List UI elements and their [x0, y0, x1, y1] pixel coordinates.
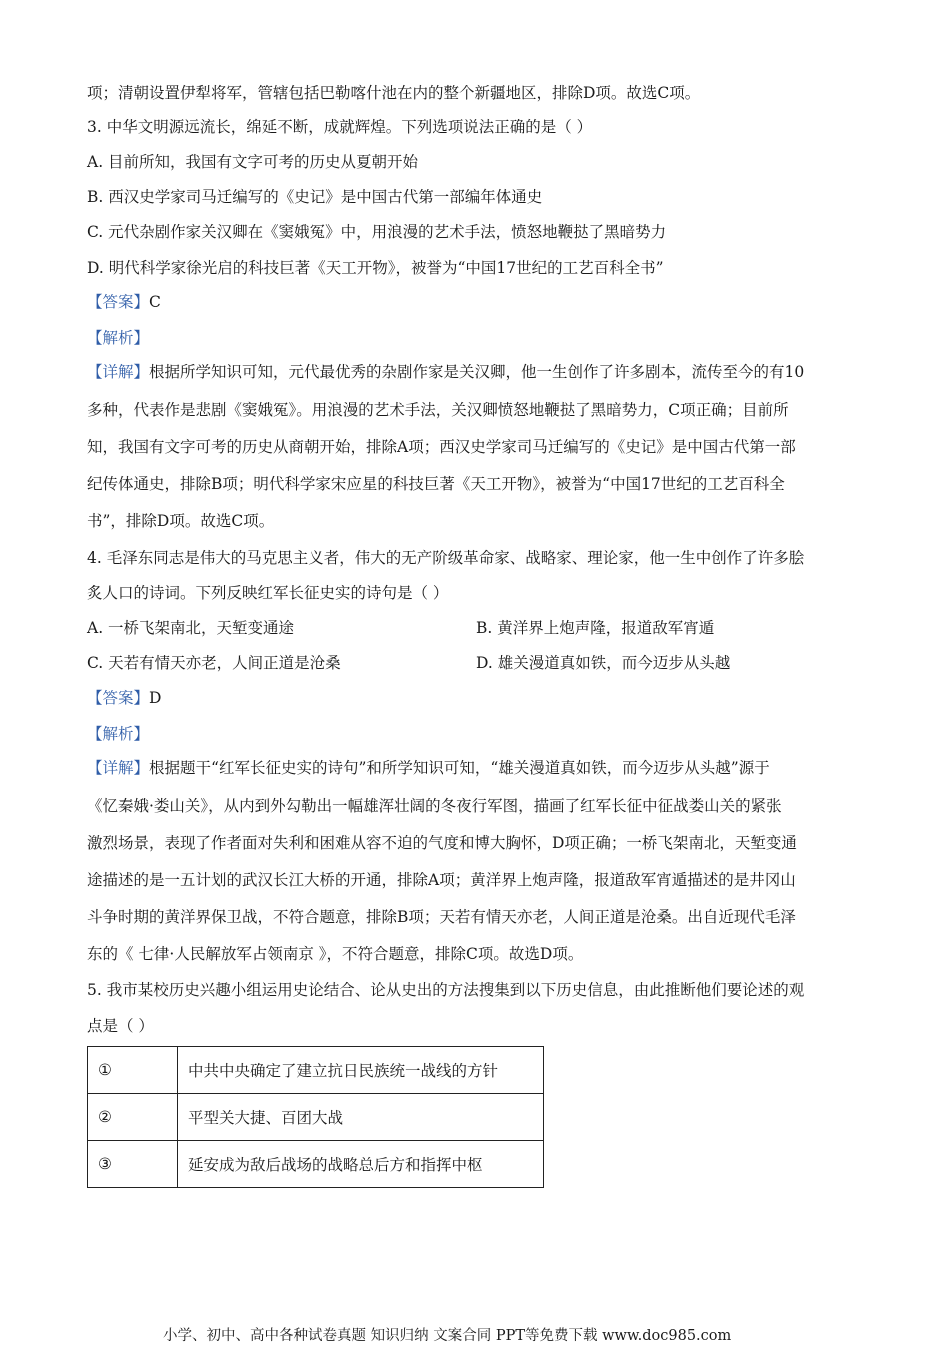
q3-detail-line-3: 知，我国有文字可考的历史从商朝开始，排除A项；西汉史学家司马迁编写的《史记》是中国古代第一部 — [87, 438, 796, 456]
table-cell-number: ② — [88, 1094, 178, 1141]
q4-option-a: A. 一桥飞架南北，天堑变通途 — [87, 619, 295, 637]
table-row — [88, 1047, 544, 1094]
answer-label: 【答案】 — [87, 293, 150, 311]
text-line: 项；清朝设置伊犁将军，管辖包括巴勒喀什池在内的整个新疆地区，排除D项。故选C项。 — [87, 84, 701, 102]
answer-label: 【答案】 — [87, 689, 150, 707]
question-4-stem-2: 炙人口的诗词。下列反映红军长征史实的诗句是（ ） — [87, 584, 449, 602]
table-row — [88, 1094, 544, 1141]
detail-label: 【详解】 — [87, 363, 150, 381]
q3-option-b: B. 西汉史学家司马迁编写的《史记》是中国古代第一部编年体通史 — [87, 188, 543, 206]
table-cell-text: 延安成为敌后战场的战略总后方和指挥中枢 — [178, 1141, 544, 1188]
question-5-stem-2: 点是（ ） — [87, 1017, 154, 1035]
q3-option-a: A. 目前所知，我国有文字可考的历史从夏朝开始 — [87, 153, 419, 171]
q4-detail-line-6: 东的《 七律·人民解放军占领南京 》，不符合题意，排除C项。故选D项。 — [87, 945, 584, 963]
question-5-stem-1: 5. 我市某校历史兴趣小组运用史论结合、论从史出的方法搜集到以下历史信息，由此推断他们要论述的观 — [87, 981, 805, 999]
q4-analysis-label: 【解析】 — [87, 725, 150, 743]
q4-answer — [87, 688, 161, 708]
q4-detail-line-3: 激烈场景，表现了作者面对失利和困难从容不迫的气度和博大胸怀，D项正确；一桥飞架南北，天堑变通 — [87, 834, 797, 852]
q3-analysis-label: 【解析】 — [87, 329, 150, 347]
question-4-stem-1: 4. 毛泽东同志是伟大的马克思主义者，伟大的无产阶级革命家、战略家、理论家，他一生中创作了许多脍 — [87, 549, 805, 567]
q4-detail-line-4: 途描述的是一五计划的武汉长江大桥的开通，排除A项；黄洋界上炮声隆，报道敌军宵遁描述的是井冈山 — [87, 871, 796, 889]
page-footer: 小学、初中、高中各种试卷真题 知识归纳 文案合同 PPT等免费下载 www.doc985.com — [163, 1328, 732, 1344]
table-row — [88, 1141, 544, 1188]
history-info-table — [87, 1046, 544, 1188]
q4-detail-line-5: 斗争时期的黄洋界保卫战，不符合题意，排除B项；天若有情天亦老，人间正道是沧桑。出自近现代毛泽 — [87, 908, 796, 926]
q3-option-d: D. 明代科学家徐光启的科技巨著《天工开物》，被誉为“中国17世纪的工艺百科全书” — [87, 259, 664, 277]
detail-text: 根据题干“红军长征史实的诗句”和所学知识可知，“雄关漫道真如铁，而今迈步从头越”源于 — [149, 759, 770, 777]
q3-option-c: C. 元代杂剧作家关汉卿在《窦娥冤》中，用浪漫的艺术手法，愤怒地鞭挞了黑暗势力 — [87, 223, 667, 241]
table-cell-number: ③ — [88, 1141, 178, 1188]
q4-detail-line-2: 《忆秦娥·娄山关》，从内到外勾勒出一幅雄浑壮阔的冬夜行军图，描画了红军长征中征战娄山关的紧张 — [87, 797, 782, 815]
table-cell-number: ① — [88, 1047, 178, 1094]
q4-detail-line-1 — [87, 758, 770, 778]
q3-answer — [87, 292, 161, 312]
q3-detail-line-5: 书”，排除D项。故选C项。 — [87, 512, 275, 530]
q4-option-d: D. 雄关漫道真如铁，而今迈步从头越 — [476, 654, 731, 672]
q4-option-b: B. 黄洋界上炮声隆，报道敌军宵遁 — [476, 619, 715, 637]
q4-option-c: C. 天若有情天亦老，人间正道是沧桑 — [87, 654, 341, 672]
table-cell-text: 中共中央确定了建立抗日民族统一战线的方针 — [178, 1047, 544, 1094]
answer-value: C — [149, 293, 161, 311]
detail-text: 根据所学知识可知，元代最优秀的杂剧作家是关汉卿，他一生创作了许多剧本，流传至今的有10 — [149, 363, 805, 381]
detail-label: 【详解】 — [87, 759, 150, 777]
q3-detail-line-1 — [87, 362, 804, 382]
q3-detail-line-2: 多种，代表作是悲剧《窦娥冤》。用浪漫的艺术手法，关汉卿愤怒地鞭挞了黑暗势力，C项正确；目前所 — [87, 401, 789, 419]
q3-detail-line-4: 纪传体通史，排除B项；明代科学家宋应星的科技巨著《天工开物》，被誉为“中国17世纪的工艺百科全 — [87, 475, 785, 493]
table-cell-text: 平型关大捷、百团大战 — [178, 1094, 544, 1141]
answer-value: D — [149, 689, 162, 707]
question-3-stem: 3. 中华文明源远流长，绵延不断，成就辉煌。下列选项说法正确的是（ ） — [87, 118, 593, 136]
